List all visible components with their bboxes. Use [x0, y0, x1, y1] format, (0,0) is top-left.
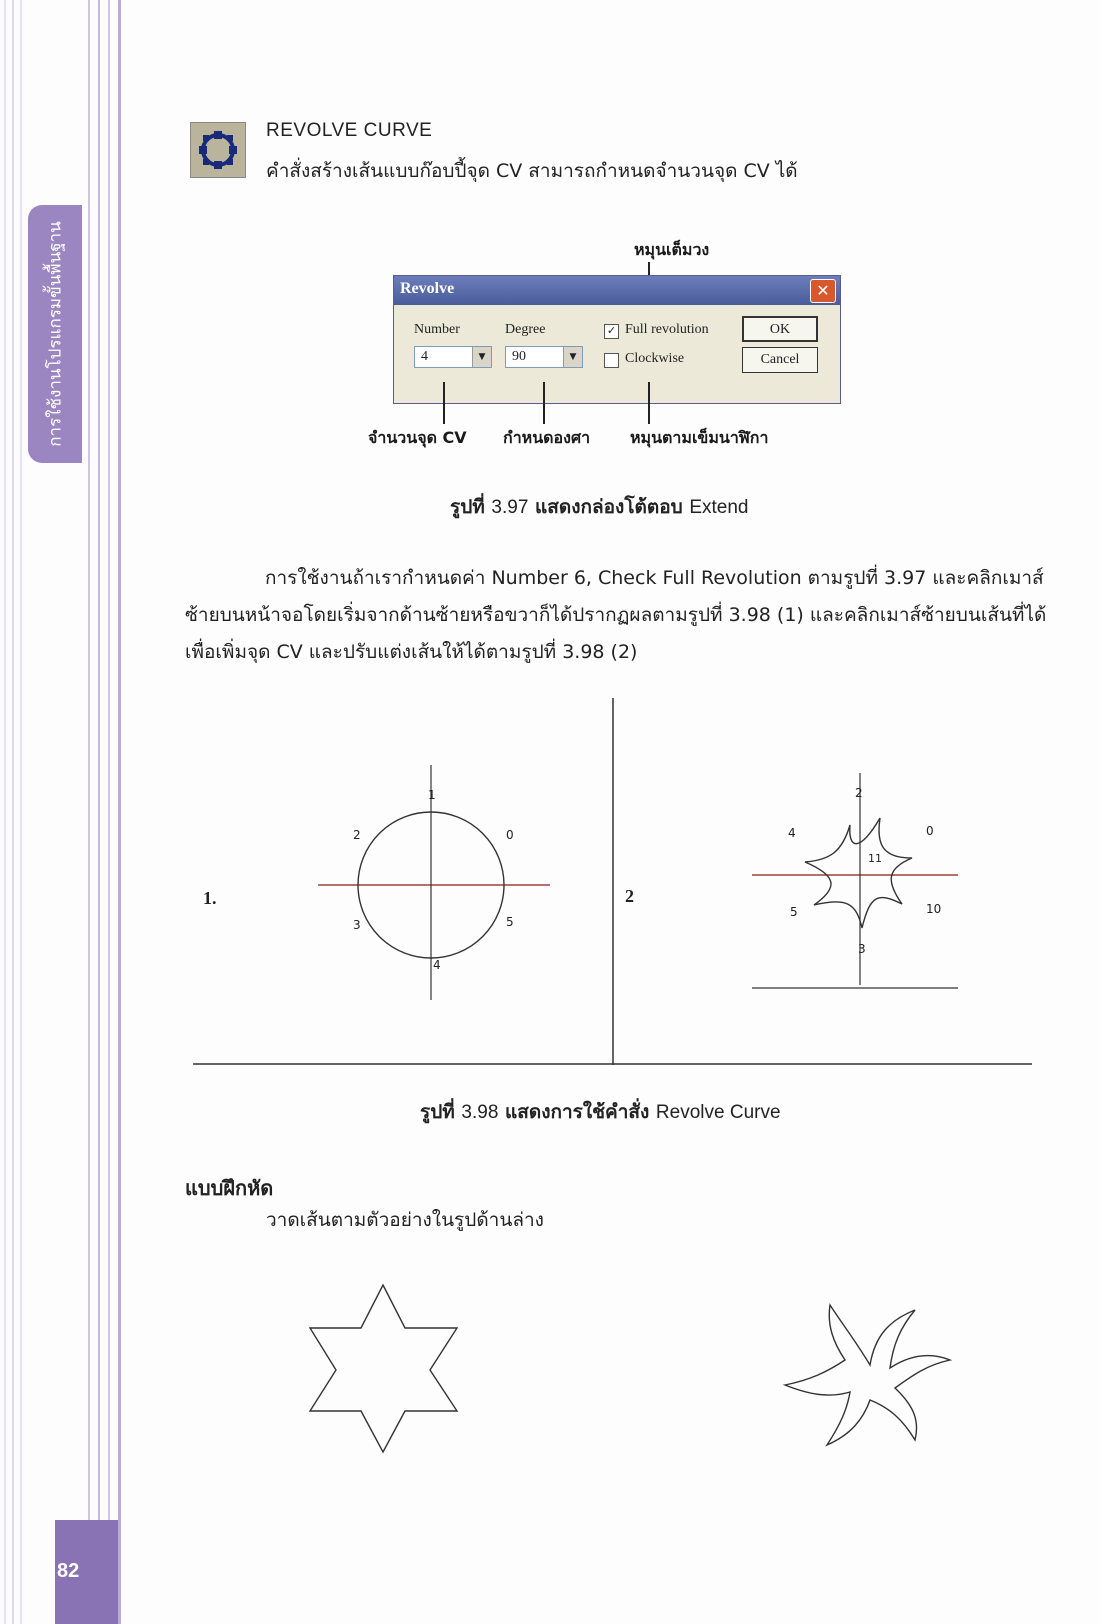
revolve-dialog — [393, 275, 841, 404]
cv-point-label: 0 — [926, 824, 934, 838]
full-revolution-checkbox[interactable]: ✓ — [604, 324, 619, 339]
cv-point-label: 5 — [506, 915, 514, 929]
dialog-title: Revolve — [400, 280, 455, 297]
cv-point-label: 1 — [428, 788, 436, 802]
chapter-side-tab-label: การใช้งานโปรแกรมขั้นพื้นฐาน — [45, 221, 66, 447]
degree-label: Degree — [505, 322, 546, 337]
chapter-side-tab — [28, 205, 82, 463]
exercise-title: แบบฝึกหัด — [185, 1176, 274, 1200]
callout-cv-count: จำนวนจุด CV — [368, 428, 467, 447]
cv-point-label: 2 — [855, 786, 863, 800]
cv-point-label: 3 — [858, 942, 866, 956]
number-select[interactable] — [414, 346, 492, 368]
clockwise-checkbox[interactable] — [604, 353, 619, 368]
section-heading: REVOLVE CURVE — [266, 120, 433, 141]
cv-point-label: 2 — [353, 828, 361, 842]
degree-select-value: 90 — [512, 349, 526, 364]
cv-point-label: 4 — [788, 826, 796, 840]
cv-point-label: 11 — [868, 852, 882, 865]
six-point-star-shape — [290, 1275, 470, 1455]
callout-clockwise: หมุนตามเข็มนาฬิกา — [630, 428, 769, 447]
caption-text: แสดงการใช้คำสั่ง — [505, 1101, 650, 1123]
callout-line-degree — [543, 382, 545, 424]
caption-number: 3.97 — [491, 497, 529, 518]
exercise-instruction: วาดเส้นตามตัวอย่างในรูปด้านล่าง — [266, 1209, 544, 1231]
caption-suffix: Extend — [689, 497, 749, 518]
revolve-curve-icon — [190, 122, 246, 178]
section-description: คำสั่งสร้างเส้นแบบก๊อบปี้จุด CV สามารถกำหนดจำนวนจุด CV ได้ — [266, 160, 798, 182]
callout-line-clockwise — [648, 382, 650, 424]
number-label: Number — [414, 322, 460, 337]
callout-degree: กำหนดองศา — [503, 428, 591, 447]
full-revolution-label: Full revolution — [625, 322, 709, 337]
caption-label: รูปที่ — [450, 496, 485, 518]
caption-label: รูปที่ — [420, 1101, 455, 1123]
dialog-title-bar[interactable] — [394, 276, 840, 305]
clockwise-label: Clockwise — [625, 351, 685, 366]
panel-1-label: 1. — [203, 888, 217, 908]
ok-button[interactable]: OK — [742, 316, 818, 342]
cv-point-label: 4 — [433, 958, 441, 972]
callout-line-cv-count — [443, 382, 445, 424]
cancel-button[interactable]: Cancel — [742, 347, 818, 373]
panel-2-label: 2 — [625, 886, 634, 906]
figure-caption-3-98 — [420, 1097, 781, 1127]
figure-caption-3-97 — [450, 492, 748, 522]
page-number: 82 — [57, 1560, 80, 1582]
body-paragraph: การใช้งานถ้าเรากำหนดค่า Number 6, Check Full Revolution ตามรูปที่ 3.97 และคลิกเมาส์ซ้ายบนหน้าจอโดยเริ่มจากด้านซ้ายหรือขวาก็ได้ปรากฏผลตามรูปที่ 3.98 (1) และคลิกเมาส์ซ้ายบนเส้นที่ได้เพื่อเพิ่มจุด CV และปรับแต่งเส้นให้ได้ตามรูปที่ 3.98 (2) — [185, 567, 1047, 663]
callout-full-revolution: หมุนเต็มวง — [634, 240, 710, 259]
caption-suffix: Revolve Curve — [655, 1102, 781, 1123]
number-select-value: 4 — [421, 349, 428, 364]
caption-text: แสดงกล่องโต้ตอบ — [535, 496, 683, 518]
chevron-down-icon[interactable]: ▼ — [563, 347, 582, 367]
figure-3-98 — [0, 690, 1100, 1070]
swirl-pinwheel-shape — [775, 1280, 955, 1460]
caption-number: 3.98 — [461, 1102, 499, 1123]
cv-point-label: 10 — [926, 902, 942, 916]
cv-point-label: 5 — [790, 905, 798, 919]
close-icon[interactable]: ✕ — [810, 279, 836, 303]
panel-2-star-shape — [752, 773, 958, 988]
degree-select[interactable] — [505, 346, 583, 368]
cv-point-label: 3 — [353, 918, 361, 932]
cv-point-label: 0 — [506, 828, 514, 842]
chevron-down-icon[interactable]: ▼ — [472, 347, 491, 367]
